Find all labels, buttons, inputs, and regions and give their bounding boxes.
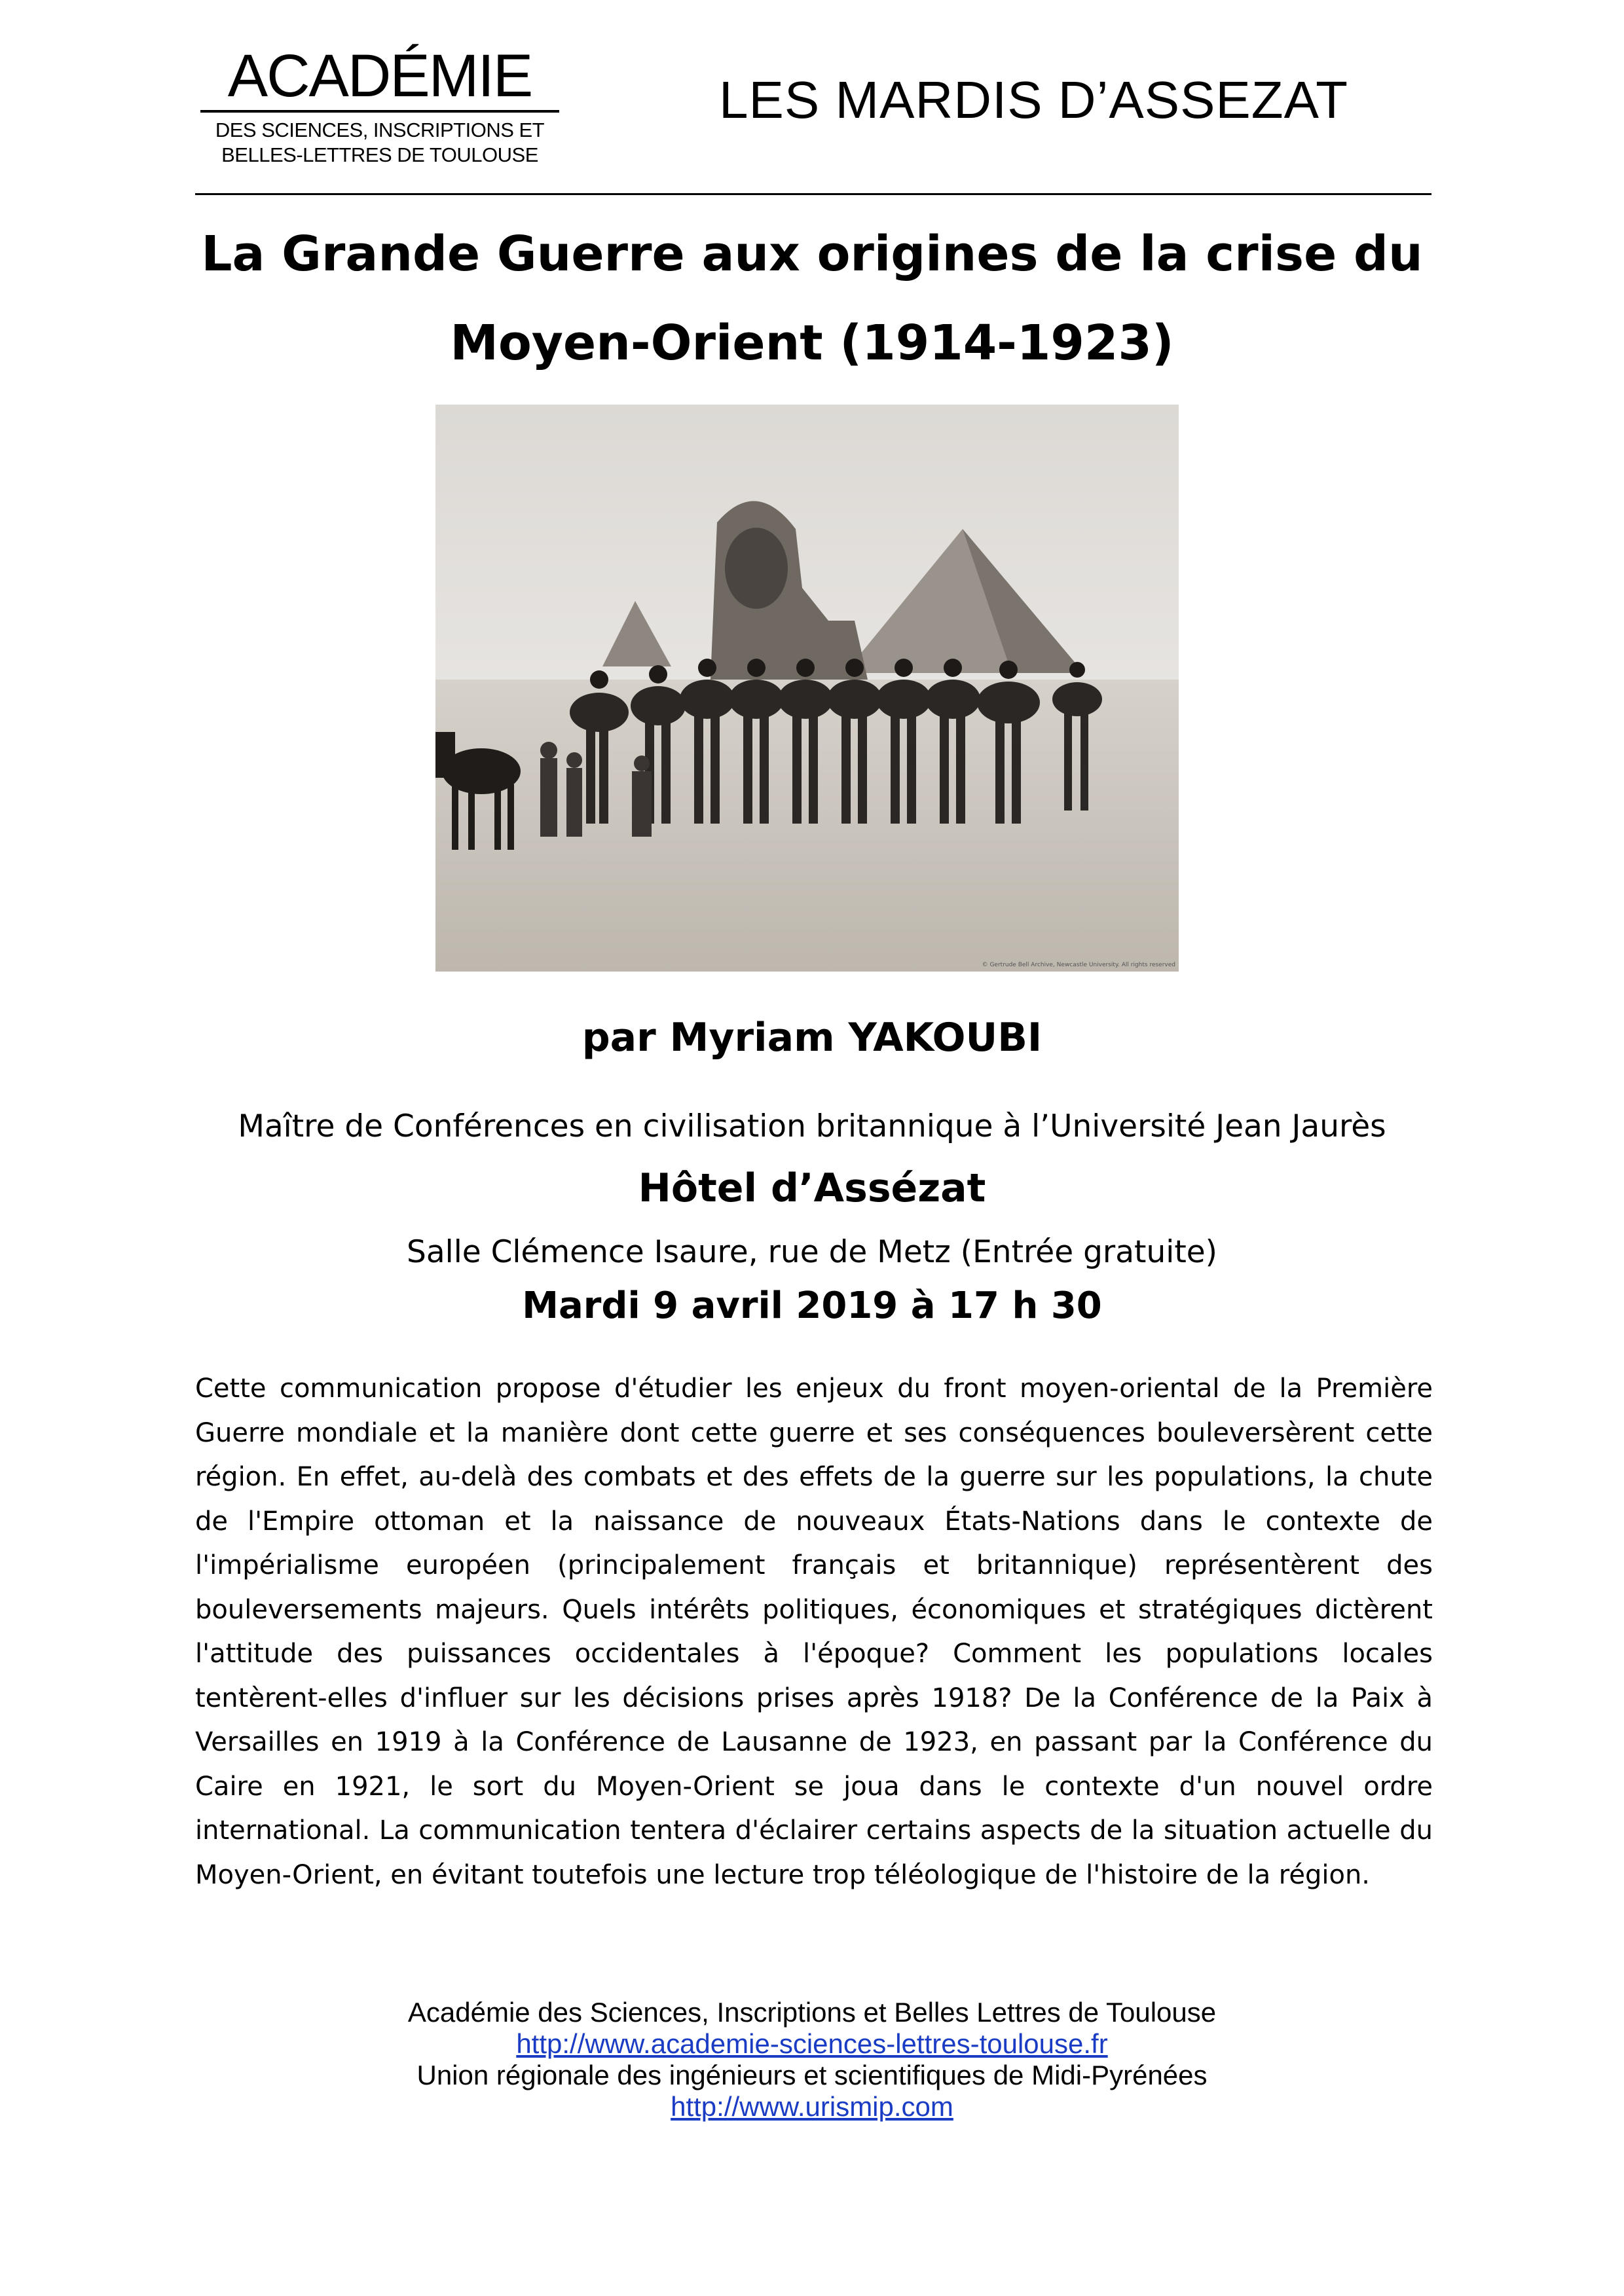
footer-academie-name: Académie des Sciences, Inscriptions et Belles Lettres de Toulouse	[407, 1997, 1217, 2028]
venue-name: Hôtel d’Assézat	[638, 1165, 986, 1211]
footer-urismip-link[interactable]: http://www.urismip.com	[671, 2091, 953, 2122]
lecture-abstract: Cette communication propose d'étudier les enjeux du front moyen-oriental de la Première Guerre mondiale et la manière dont cette guerre et ses conséquences bouleversèrent cette région. En effet, au-delà des combats et des effets de la guerre sur les populations, la chute de l'Empire ottoman et la naissance de nouveaux États-Nations dans le contexte de l'impérialisme européen (principalement français et britannique) représentèrent des bouleversements majeurs. Quels intérêts politiques, économiques et stratégiques dictèrent l'attitude des puissances occidentales à l'époque? Comment les populations locales tentèrent-elles d'influer sur les décisions prises après 1918? De la Conférence de la Paix à Versailles en 1919 à la Conférence de Lausanne de 1923, en passant par la Conférence du Caire en 1921, le sort du Moyen-Orient se joua dans le contexte d'un nouvel ordre international. La communication tentera d'éclairer certains aspects de la situation actuelle du Moyen-Orient, en évitant toutefois une lecture trop téléologique de l'histoire de la région.	[195, 1374, 1433, 1890]
header-divider	[195, 193, 1431, 195]
lecture-title-line-2: Moyen-Orient (1914-1923)	[450, 315, 1174, 371]
academie-logo	[196, 43, 563, 168]
lecture-title	[190, 210, 1434, 388]
logo-subtitle-line-2: BELLES-LETTRES DE TOULOUSE	[221, 143, 538, 166]
speaker-affiliation: Maître de Conférences en civilisation britannique à l’Université Jean Jaurès	[238, 1108, 1386, 1144]
logo-title: ACADÉMIE	[227, 43, 532, 109]
venue-address: Salle Clémence Isaure, rue de Metz (Entrée gratuite)	[407, 1234, 1217, 1270]
footer	[131, 1997, 1493, 2123]
event-date: Mardi 9 avril 2019 à 17 h 30	[522, 1285, 1102, 1327]
footer-urismip-name: Union régionale des ingénieurs et scientifiques de Midi-Pyrénées	[416, 2060, 1208, 2090]
photo-credit: © Gertrude Bell Archive, Newcastle University. All rights reserved	[982, 962, 1175, 968]
logo-subtitle-line-1: DES SCIENCES, INSCRIPTIONS ET	[215, 118, 545, 141]
lecture-title-line-1: La Grande Guerre aux origines de la crise du	[201, 226, 1423, 282]
series-title: LES MARDIS D’ASSEZAT	[719, 71, 1348, 129]
footer-academie-link[interactable]: http://www.academie-sciences-lettres-toulouse.fr	[516, 2028, 1108, 2059]
photo-illustration	[435, 405, 1179, 972]
historical-photo	[435, 405, 1179, 972]
speaker-name: par Myriam YAKOUBI	[581, 1015, 1043, 1061]
logo-divider	[200, 110, 559, 113]
